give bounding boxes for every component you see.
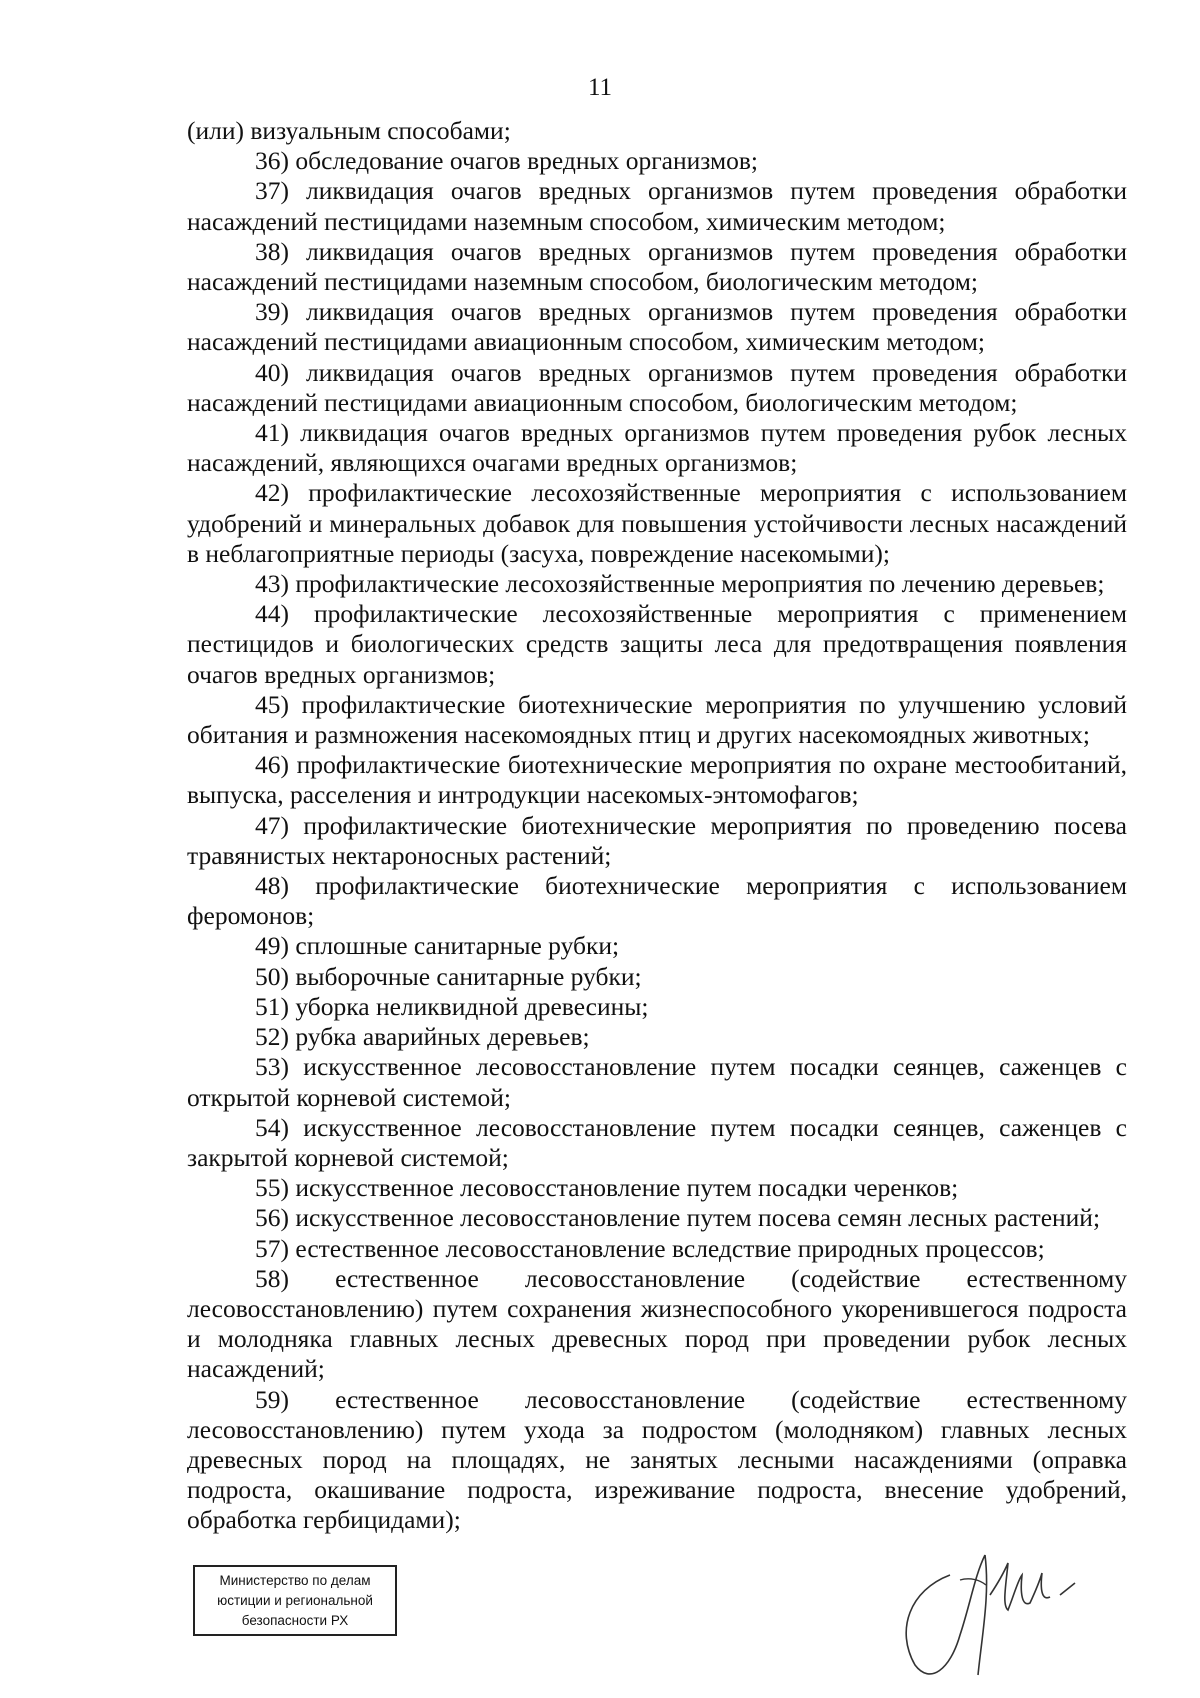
list-item-48: 48) профилактические биотехнические мероприятия с использованием феромонов; [187,871,1127,931]
list-item-46: 46) профилактические биотехнические мероприятия по охране местообитаний, выпуска, расселения и интродукции насекомых-энтомофагов; [187,750,1127,810]
ministry-stamp [193,1565,397,1636]
page-number: 11 [587,74,613,101]
list-item-56: 56) искусственное лесовосстановление путем посева семян лесных растений; [255,1203,1101,1233]
list-item-38: 38) ликвидация очагов вредных организмов путем проведения обработки насаждений пестицидами наземным способом, биологическим методом; [187,236,1127,297]
list-item-39: 39) ликвидация очагов вредных организмов путем проведения обработки насаждений пестицидами авиационным способом, химическим методом; [187,297,1127,357]
list-item-43: 43) профилактические лесохозяйственные мероприятия по лечению деревьев; [255,569,1105,599]
list-item-55: 55) искусственное лесовосстановление путем посадки черенков; [255,1173,959,1203]
list-item-36: 36) обследование очагов вредных организмов; [255,146,759,176]
paragraph-continuation: (или) визуальным способами; [187,116,511,145]
list-item-58: 58) естественное лесовосстановление (содействие естественному лесовосстановлению) путем сохранения жизнеспособного укоренившегося подроста и молодняка главных лесных древесных пород при проведении рубок лесных насаждений; [187,1263,1127,1384]
list-item-50: 50) выборочные санитарные рубки; [255,961,642,991]
list-item-52: 52) рубка аварийных деревьев; [255,1022,590,1052]
list-item-37: 37) ликвидация очагов вредных организмов путем проведения обработки насаждений пестицидами наземным способом, химическим методом; [187,176,1127,236]
stamp-line: юстиции и региональной [217,1593,373,1608]
stamp-line: Министерство по делам [219,1573,371,1588]
list-item-54: 54) искусственное лесовосстановление путем посадки сеянцев, саженцев с закрытой корневой системой; [187,1112,1127,1172]
list-item-51: 51) уборка неликвидной древесины; [255,991,649,1021]
list-item-47: 47) профилактические биотехнические мероприятия по проведению посева травянистых нектароносных растений; [187,810,1127,870]
stamp-line: безопасности РХ [241,1613,349,1628]
list-item-57: 57) естественное лесовосстановление вследствие природных процессов; [255,1233,1045,1263]
list-item-42: 42) профилактические лесохозяйственные мероприятия с использованием удобрений и минеральных добавок для повышения устойчивости лесных насаждений в неблагоприятные периоды (засуха, повреждение насекомыми); [187,478,1127,568]
list-item-40: 40) ликвидация очагов вредных организмов путем проведения обработки насаждений пестицидами авиационным способом, биологическим методом; [187,357,1127,417]
list-item-53: 53) искусственное лесовосстановление путем посадки сеянцев, саженцев с открытой корневой системой; [187,1052,1127,1112]
list-item-41: 41) ликвидация очагов вредных организмов путем проведения рубок лесных насаждений, являющихся очагами вредных организмов; [187,418,1127,478]
list-item-59: 59) естественное лесовосстановление (содействие естественному лесовосстановлению) путем ухода за подростом (молодняком) главных лесных древесных пород на площадях, не занятых лесными насаждениями (оправка подроста, окашивание подроста, изреживание подроста, внесение удобрений, обработка гербицидами); [187,1384,1127,1535]
list-item-44: 44) профилактические лесохозяйственные мероприятия с применением пестицидов и биологических средств защиты леса для предотвращения появления очагов вредных организмов; [187,599,1127,689]
signature [890,1535,1120,1685]
list-item-45: 45) профилактические биотехнические мероприятия по улучшению условий обитания и размножения насекомоядных птиц и других насекомоядных животных; [187,689,1127,750]
document-body [187,116,1127,1536]
list-item-49: 49) сплошные санитарные рубки; [255,931,620,961]
